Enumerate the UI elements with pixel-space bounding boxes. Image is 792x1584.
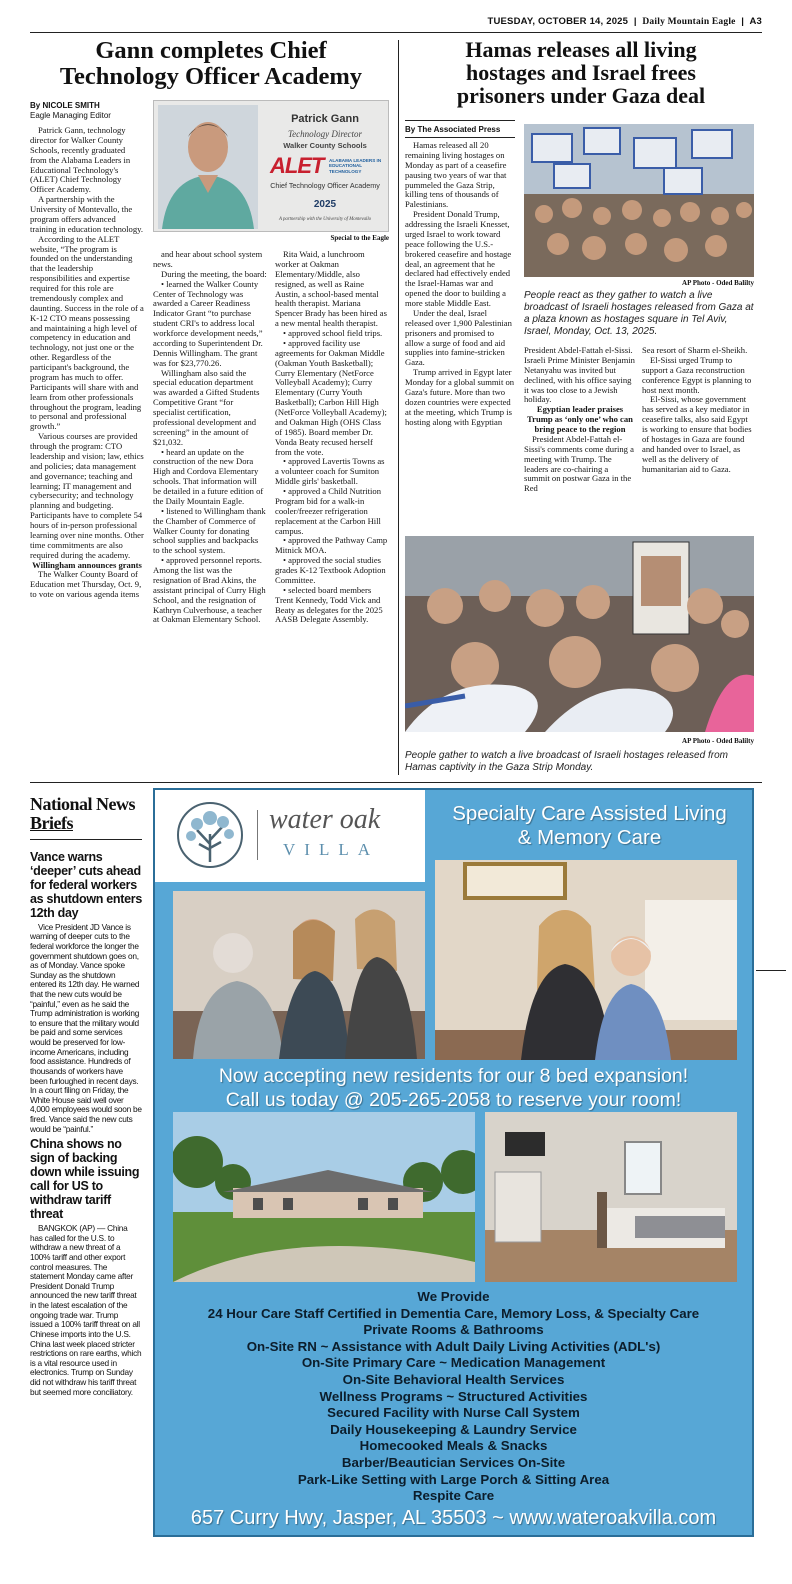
service-item: Barber/Beautician Services On-Site xyxy=(341,1454,566,1470)
caregiver-resident-image xyxy=(173,891,425,1059)
paper-name: Daily Mountain Eagle xyxy=(642,17,736,27)
gann-byline: By NICOLE SMITH Eagle Managing Editor xyxy=(30,101,111,120)
photo-year: 2025 xyxy=(313,199,337,210)
alet-logo: ALET xyxy=(270,153,324,178)
hamas-photo-2 xyxy=(405,536,754,732)
crowd-flags-image xyxy=(524,124,754,277)
alet-logo-sub: ALABAMA LEADERS IN EDUCATIONAL TECHNOLOGY xyxy=(329,158,382,174)
service-item: Daily Housekeeping & Laundry Service xyxy=(330,1421,577,1437)
service-item: On-Site Behavioral Health Services xyxy=(342,1371,565,1387)
ad-services-list xyxy=(155,1289,752,1505)
hamas-photo-1 xyxy=(524,124,754,277)
service-item: Respite Care xyxy=(412,1488,495,1504)
logo-script: water oak xyxy=(269,804,381,835)
ad-address: 657 Curry Hwy, Jasper, AL 35503 ~ www.wateroakvilla.com xyxy=(190,1507,717,1529)
column-divider xyxy=(398,40,399,775)
photo-name: Patrick Gann xyxy=(291,113,359,125)
brief-1-body: Vice President JD Vance is warning of deeper cuts to the federal workforce the longer the government shutdown goes on, as of Monday. Vance spoke Sunday as the shutdown entered its 12th day. He warned that the new cuts would be “painful,” even as he said the Trump administration is working to ensure that the military would be paid and some services would be preserved for low-income Americans, including food assistance. Hundreds of thousands of workers have been furloughed in recent days. In a court filing on Friday, the White House said well over 4,000 employees would soon be fired. Vance said the new cuts would be “painful.” xyxy=(30,921,142,1134)
service-item: Secured Facility with Nurse Call System xyxy=(327,1405,580,1421)
ad-promo: Now accepting new residents for our 8 bed expansion! Call us today @ 205-265-2058 to reserve your room! xyxy=(218,1065,689,1111)
brief-2-body: BANGKOK (AP) — China has called for the U.S. to withdraw a new threat of a 100% tariff and other export control measures. The statement Monday came after President Donald Trump announced the new tariff threat in the latest escalation of the ongoing trade war. Trump issued a 100% tariff threat on all Chinese imports into the U.S. China last week placed stricter restrictions on rare earths, which is a vital resource used in electronics. Trump on Sunday did not withdraw his tariff threat but seemed more conciliatory. xyxy=(30,1223,142,1397)
hamas-photo-1-caption: People react as they gather to watch a live broadcast of Israeli hostages released from Gaza at a plaza known as hostages square in Tel Aviv, Israel, Monday, Oct. 13, 2025. xyxy=(524,290,754,337)
service-item: On-Site RN ~ Assistance with Adult Daily Living Activities (ADL's) xyxy=(246,1338,661,1354)
water-oak-villa-ad xyxy=(153,788,754,1537)
gann-photo xyxy=(153,100,389,232)
header-rule xyxy=(30,32,762,33)
ad-photo-building xyxy=(173,1112,475,1282)
hamas-byline: By The Associated Press xyxy=(405,125,501,134)
page-header: TUESDAY, OCTOBER 14, 2025 | Daily Mountain Eagle | A3 xyxy=(487,16,762,27)
hamas-col-3: Sea resort of Sharm el-Sheikh. El-Sissi urged Trump to support a Gaza reconstruction conference Egypt is planning to host next month. El-Sissi, whose government has served as a key mediator in ceasefire talks, also said Egypt is working to ensure that bodies of hostages in Gaza are found and handed over to Israel, as well as the delivery of humanitarian aid to Gaza. xyxy=(642,345,752,474)
service-item: Wellness Programs ~ Structured Activities xyxy=(319,1388,588,1404)
resident-portrait-image xyxy=(435,860,737,1060)
page-number: A3 xyxy=(749,16,762,27)
hamas-photo-2-caption: People gather to watch a live broadcast of Israeli hostages released from Hamas captivity in the Gaza Strip Monday. xyxy=(405,750,728,773)
service-item: On-Site Primary Care ~ Medication Management xyxy=(301,1355,606,1371)
briefs-column xyxy=(30,795,142,1397)
hamas-col-1: Hamas released all 20 remaining living hostages on Monday as part of a ceasefire pausing two years of war that pummeled the Gaza Strip, killing tens of thousands of Palestinians. President Donald Trump, addressing the Israeli Knesset, urged Israel to work toward peace following the U.S.-brokered ceasefire and hostage deal, an agreement that he declared had effectively ended the Israel-Hamas war and opened the door to building a more stable Middle East. Under the deal, Israel released over 1,900 Palestinian prisoners and promised to allow a surge of food and aid supplies into famine-stricken Gaza. Trump arrived in Egypt later Monday for a global summit on Gaza's future. More than two dozen countries were expected at the meeting, which Trump is hosting along with Egyptian xyxy=(405,140,515,427)
issue-date: TUESDAY, OCTOBER 14, 2025 xyxy=(487,16,629,27)
photo-partner: A partnership with the University of Montevallo xyxy=(278,217,372,222)
brief-2-headline: China shows no sign of backing down while issuing call for US to withdraw tariff threat xyxy=(30,1137,140,1222)
gann-headline: Gann completes Chief Technology Officer Academy xyxy=(59,37,363,90)
ad-headline: Specialty Care Assisted Living & Memory Care xyxy=(452,802,727,849)
bedroom-image xyxy=(485,1112,737,1282)
hamas-photo-2-credit: AP Photo - Oded Balilty xyxy=(682,737,754,745)
briefs-title: National News Briefs xyxy=(30,794,135,833)
photo-school: Walker County Schools xyxy=(283,141,367,150)
crowd-hug-image xyxy=(405,536,754,732)
gann-photo-credit: Special to the Eagle xyxy=(330,234,389,242)
hamas-col-2: President Abdel-Fattah el-Sissi. Israeli Prime Minister Benjamin Netanyahu was invited but declined, with his office saying it was too close to a Jewish holiday. Egyptian leader praises Trump as ‘only one’ who can bring peace to the region President Abdel-Fattah el-Sissi's comments come during a meeting with Trump. The leaders are co-chairing a summit on postwar Gaza in the Red xyxy=(524,345,635,494)
ad-photo-residents-2 xyxy=(435,860,737,1060)
logo-villa: VILLA xyxy=(283,840,379,859)
ad-photo-residents-1 xyxy=(173,891,425,1059)
section-divider xyxy=(30,782,762,783)
service-item: Homecooked Meals & Snacks xyxy=(359,1438,548,1454)
photo-academy: Chief Technology Officer Academy xyxy=(270,181,380,190)
gann-col-2: and hear about school system news. During the meeting, the board: • learned the Walker County Center of Technology was awarded a Career Readiness Indicator Grant “to purchase student CRI's to address local workforce development needs,” according to Superintendent Dr. Dennis Willingham. The grant was for $23,770.26. Willingham also said the special education department was awarded a Gifted Students Competitive Grant “for specialist certification, professional development and screening” in the amount of $21,032. • heard an update on the construction of the new Dora High and Cordova Elementary schools. That information will be detailed in a future edition of the Daily Mountain Eagle. • listened to Willingham thank the Chamber of Commerce of Walker County for donating school supplies and backpacks to the school system. • approved personnel reports. Among the list was the resignation of Brad Akins, the assistant principal of Curry High School, and the resignation of Kathryn Culverhouse, a teacher at Oakman Elementary School. xyxy=(153,249,267,625)
gann-subhead: Willingham announces grants xyxy=(32,559,142,570)
brief-1-headline: Vance warns ‘deeper’ cuts ahead for federal workers as shutdown enters 12th day xyxy=(30,849,142,920)
ad-logo-panel xyxy=(155,790,425,882)
photo-role: Technology Director xyxy=(287,129,363,139)
tree-logo-icon xyxy=(175,800,245,870)
ad-photo-room xyxy=(485,1112,737,1282)
building-exterior-image xyxy=(173,1112,475,1282)
hamas-headline: Hamas releases all living hostages and Israel frees prisoners under Gaza deal xyxy=(456,37,706,109)
hamas-photo-1-credit: AP Photo - Oded Balilty xyxy=(682,279,754,287)
hamas-subhead: Egyptian leader praises Trump as ‘only one’ who can bring peace to the region xyxy=(527,404,633,434)
service-item: Park-Like Setting with Large Porch & Sitting Area xyxy=(297,1471,610,1487)
service-item: Private Rooms & Bathrooms xyxy=(363,1322,544,1338)
gann-col-1: Patrick Gann, technology director for Walker County Schools, recently graduated from the Alabama Leaders in Educational Technology's (ALET) Chief Technology Officer Academy. A partnership with the University of Montevallo, the program offers advanced training in education technology. According to the ALET website, “The program is founded on the understanding that the leadership responsibilities and expertise required for this role are tremendously complex and daunting. Success in the role of a K-12 CTO means possessing and maintaining a high level of competency in education and technology, not just one or the other. Regardless of the participant's background, the program has much to offer. Participants will share with and learn from other professionals throughout the program, leading to personal and professional growth.” Various courses are provided through the program: CTO leadership and vision; law, ethics and policies; data management and governance; teaching and learning; IT management and cybersecurity; and technology planning and budgeting. Participants have to complete 54 hours of in-person professional learning over nine months. Other time commitments are also required during the academy. Willingham announces grants The Walker County Board of Education met Thursday, Oct. 9, to vote on various agenda items xyxy=(30,125,144,600)
service-item: 24 Hour Care Staff Certified in Dementia Care, Memory Loss, & Specialty Care xyxy=(207,1305,700,1321)
service-item: We Provide xyxy=(417,1289,490,1304)
gann-col-3: Rita Waid, a lunchroom worker at Oakman Elementary/Middle, also resigned, as well as Raine Austin, a school-based mental health therapist. Mariana Spencer Brady has been hired as a new mental health therapist. • approved school field trips. • approved facility use agreements for Oakman Middle (Oakman Youth Basketball); Curry Elementary (NetForce Volleyball Academy); Curry Elementary (Curry Youth Basketball); Carbon Hill High (NetForce Volleyball Academy); and Oakman High (OHS Class of 1985). Board member Dr. Vonda Beaty recused herself from the vote. • approved Lavertis Towns as a volunteer coach for Sumiton Middle girls' basketball. • approved a Child Nutrition Program bid for a walk-in cooler/freezer refrigeration replacement at the Carbon Hill campus. • approved the Pathway Camp Mitnick MOA. • approved the social studies grades K-12 Textbook Adoption Committee. • selected board members Trent Kennedy, Todd Vick and Beaty as delegates for the 2025 AASB Delegate Assembly. xyxy=(275,249,388,625)
